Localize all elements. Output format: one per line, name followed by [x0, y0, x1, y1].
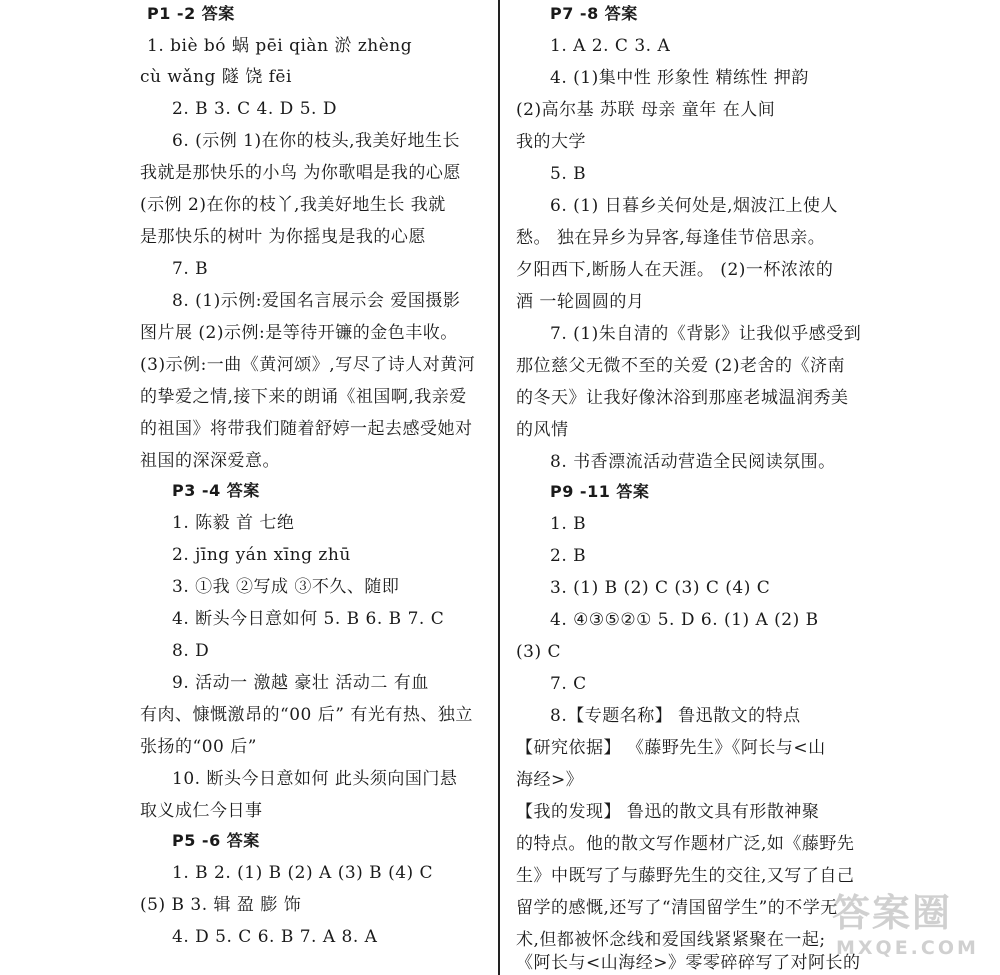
- watermark-url: MXQE.COM: [836, 937, 979, 959]
- section-heading-p1-2: P1 -2 答案: [147, 4, 235, 23]
- section-heading-p5-6: P5 -6 答案: [172, 831, 260, 850]
- answer-line: 7. (1)朱自清的《背影》让我似乎感受到: [550, 324, 862, 344]
- answer-line: 取义成仁今日事: [140, 801, 263, 821]
- answer-line: 的特点。他的散文写作题材广泛,如《藤野先: [516, 834, 855, 854]
- answer-line: 8. (1)示例:爱国名言展示会 爱国摄影: [172, 291, 461, 311]
- answer-line: 海经>》: [516, 770, 584, 790]
- answer-line: 2. B: [550, 546, 587, 566]
- answer-line: 我的大学: [516, 132, 586, 152]
- answer-line: 4. ④③⑤②① 5. D 6. (1) A (2) B: [550, 610, 819, 630]
- answer-line: 6. (1) 日暮乡关何处是,烟波江上使人: [550, 196, 839, 216]
- answer-line: 【研究依据】 《藤野先生》《阿长与<山: [516, 738, 826, 758]
- answer-line: 4. D 5. C 6. B 7. A 8. A: [172, 927, 378, 947]
- answer-line: 2. B 3. C 4. D 5. D: [172, 99, 337, 119]
- site-watermark: [832, 882, 979, 959]
- answer-line: 2. jīng yán xīng zhū: [172, 545, 351, 565]
- answer-line: 1. 陈毅 首 七绝: [172, 513, 295, 533]
- answer-line: 7. C: [550, 674, 587, 694]
- answer-line: 4. 断头今日意如何 5. B 6. B 7. C: [172, 609, 445, 629]
- answer-line: (3)示例:一曲《黄河颂》,写尽了诗人对黄河: [140, 355, 476, 375]
- watermark-logo-text: 答案圈: [832, 891, 953, 935]
- answer-line: 术,但都被怀念线和爱国线紧紧聚在一起;: [516, 930, 826, 950]
- answer-line: 生》中既写了与藤野先生的交往,又写了自己: [516, 866, 855, 886]
- answer-line: 图片展 (2)示例:是等待开镰的金色丰收。: [140, 323, 458, 343]
- answer-line: 8. D: [172, 641, 210, 661]
- answer-line: 的风情: [516, 420, 569, 440]
- answer-line: (示例 2)在你的枝丫,我美好地生长 我就: [140, 195, 446, 215]
- answer-line: 张扬的“00 后”: [140, 737, 257, 757]
- answer-line: (3) C: [516, 642, 561, 662]
- section-heading-p3-4: P3 -4 答案: [172, 481, 260, 500]
- answer-line: 1. biè bó 蜗 pēi qiàn 淤 zhèng: [147, 36, 413, 56]
- answer-line: 6. (示例 1)在你的枝头,我美好地生长: [172, 131, 461, 151]
- answer-line: 1. B: [550, 514, 587, 534]
- answer-line: (2)高尔基 苏联 母亲 童年 在人间: [516, 100, 776, 120]
- answer-line: 3. ①我 ②写成 ③不久、随即: [172, 577, 400, 597]
- answer-line: 3. (1) B (2) C (3) C (4) C: [550, 578, 771, 598]
- section-heading-p7-8: P7 -8 答案: [550, 4, 638, 23]
- answer-line: 1. B 2. (1) B (2) A (3) B (4) C: [172, 863, 434, 883]
- answer-line: 的冬天》让我好像沐浴到那座老城温润秀美: [516, 388, 849, 408]
- answer-line: 那位慈父无微不至的关爱 (2)老舍的《济南: [516, 356, 845, 376]
- answer-line: 我就是那快乐的小鸟 为你歌唱是我的心愿: [140, 163, 461, 183]
- answer-line: 4. (1)集中性 形象性 精练性 押韵: [550, 68, 809, 88]
- answer-line: 【我的发现】 鲁迅的散文具有形散神聚: [516, 802, 820, 822]
- answer-line: 的祖国》将带我们随着舒婷一起去感受她对: [140, 419, 473, 439]
- answer-line: 夕阳西下,断肠人在天涯。 (2)一杯浓浓的: [516, 260, 834, 280]
- answer-line: 10. 断头今日意如何 此头须向国门悬: [172, 769, 458, 789]
- answer-line: cù wǎng 隧 饶 fēi: [140, 67, 292, 87]
- answer-line: 8. 书香漂流活动营造全民阅读氛围。: [550, 452, 836, 472]
- answer-line: 酒 一轮圆圆的月: [516, 292, 645, 312]
- answer-line: 8.【专题名称】 鲁迅散文的特点: [550, 706, 801, 726]
- answer-line: 9. 活动一 激越 豪壮 活动二 有血: [172, 673, 429, 693]
- section-heading-p9-11: P9 -11 答案: [550, 482, 650, 501]
- answer-line: 5. B: [550, 164, 587, 184]
- answer-line: 的挚爱之情,接下来的朗诵《祖国啊,我亲爱: [140, 387, 467, 407]
- answer-line: (5) B 3. 辑 盈 膨 饰: [140, 895, 302, 915]
- answer-line: 7. B: [172, 259, 209, 279]
- answer-line: 愁。 独在异乡为异客,每逢佳节倍思亲。: [516, 228, 826, 248]
- answer-line: 是那快乐的树叶 为你摇曳是我的心愿: [140, 227, 426, 247]
- answer-line: 有肉、慷慨激昂的“00 后” 有光有热、独立: [140, 705, 473, 725]
- answer-line: 祖国的深深爱意。: [140, 451, 280, 471]
- column-divider: [498, 0, 500, 975]
- answer-line: 《阿长与<山海经>》零零碎碎写了对阿长的: [516, 953, 861, 973]
- answer-line: 留学的感慨,还写了“清国留学生”的不学无: [516, 898, 838, 918]
- answer-line: 1. A 2. C 3. A: [550, 36, 671, 56]
